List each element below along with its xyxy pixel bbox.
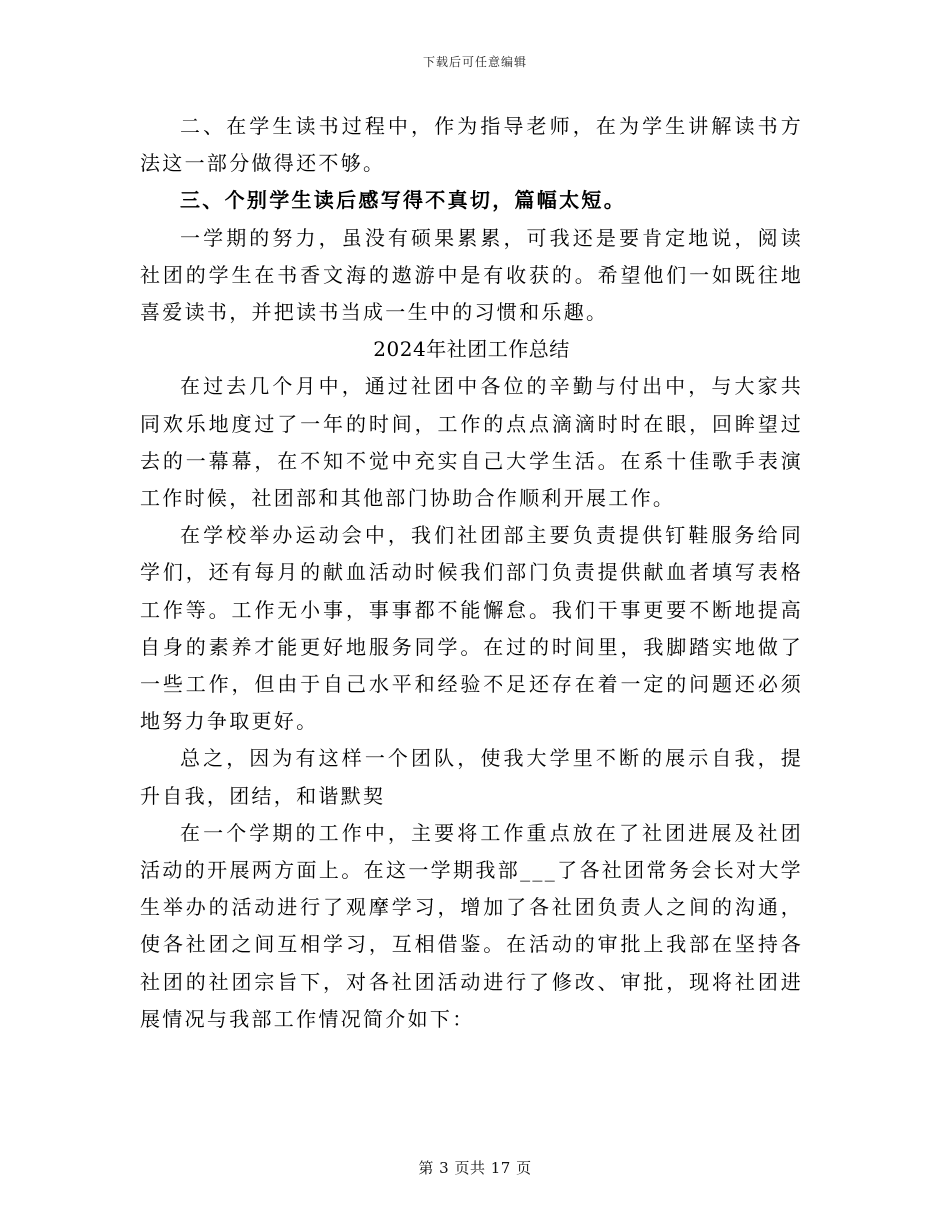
page-footer: 第 3 页共 17 页 <box>418 1159 532 1177</box>
paragraph-5: 在学校举办运动会中，我们社团部主要负责提供钉鞋服务给同学们，还有每月的献血活动时候我们部门负责提供献血者填写表格工作等。工作无小事，事事都不能懈怠。我们干事更要不断地提高自身的素养才能更好地服务同学。在过的时间里，我脚踏实地做了一些工作，但由于自己水平和经验不足还存在着一定的问题还必须地努力争取更好。 <box>140 523 803 734</box>
document-body <box>140 108 803 1038</box>
paragraph-7: 在一个学期的工作中，主要将工作重点放在了社团进展及社团活动的开展两方面上。在这一学期我部___了各社团常务会长对大学生举办的活动进行了观摩学习，增加了各社团负责人之间的沟通，使各社团之间互相学习，互相借鉴。在活动的审批上我部在坚持各社团的社团宗旨下，对各社团活动进行了修改、审批，现将社团进展情况与我部工作情况简介如下： <box>140 820 803 1031</box>
paragraph-4: 在过去几个月中，通过社团中各位的辛勤与付出中，与大家共同欢乐地度过了一年的时间，工作的点点滴滴时时在眼，回眸望过去的一幕幕，在不知不觉中充实自己大学生活。在系十佳歌手表演工作时候，社团部和其他部门协助合作顺利开展工作。 <box>140 374 803 511</box>
paragraph-6: 总之，因为有这样一个团队，使我大学里不断的展示自我，提升自我，团结，和谐默契 <box>140 746 803 808</box>
paragraph-2-bold: 三、个别学生读后感写得不真切，篇幅太短。 <box>180 188 626 213</box>
section-title: 2024年社团工作总结 <box>373 337 570 362</box>
paragraph-1: 二、在学生读书过程中，作为指导老师，在为学生讲解读书方法这一部分做得还不够。 <box>140 114 803 176</box>
page-header-note: 下载后可任意编辑 <box>422 55 527 69</box>
paragraph-3: 一学期的努力，虽没有硕果累累，可我还是要肯定地说，阅读社团的学生在书香文海的遨游中是有收获的。希望他们一如既往地喜爱读书，并把读书当成一生中的习惯和乐趣。 <box>140 225 803 325</box>
